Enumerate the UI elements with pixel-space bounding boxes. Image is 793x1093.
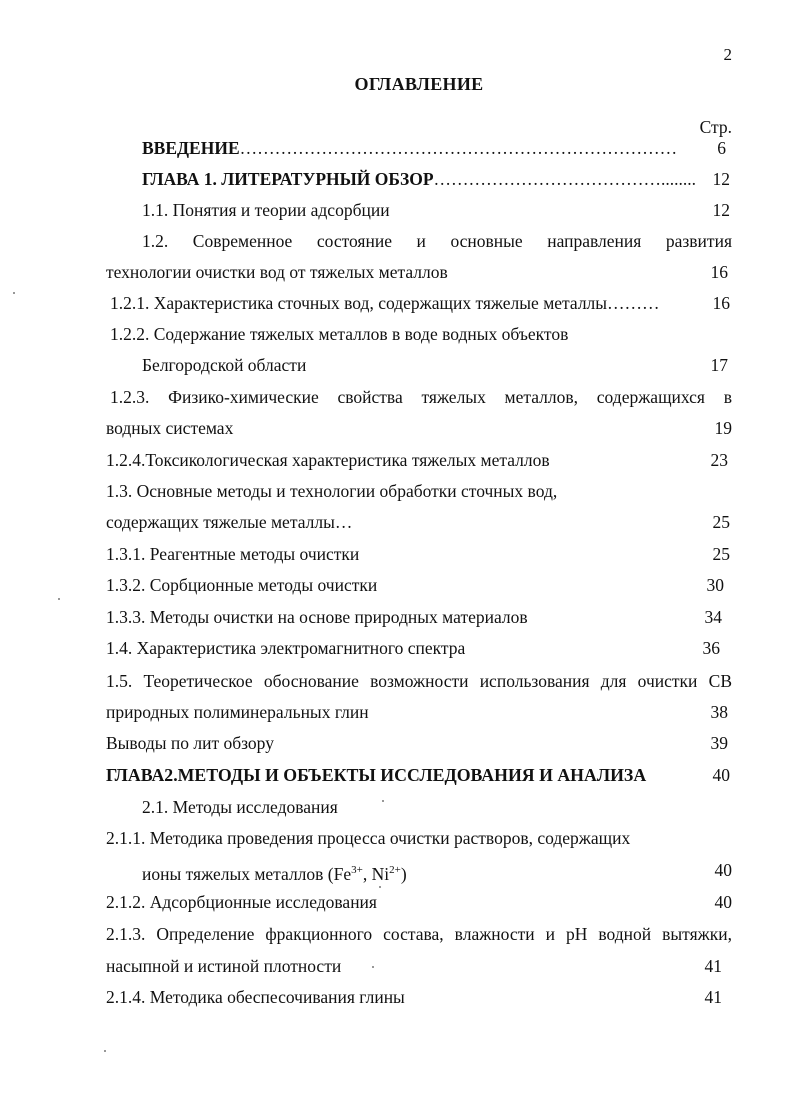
- toc-entry-1-2-line1: 1.2. Современное состояние и основные направления развития: [142, 231, 732, 251]
- toc-leader-dots: …………………………………………………………………: [239, 138, 678, 158]
- toc-page-number: 19: [714, 418, 732, 438]
- toc-entry-1-4: 1.4. Характеристика электромагнитного спектра: [106, 638, 466, 658]
- toc-page-number: 40: [714, 860, 732, 880]
- scan-speck: [372, 966, 374, 968]
- page-column-label: Стр.: [699, 117, 732, 137]
- toc-entry-1-3-3: 1.3.3. Методы очистки на основе природных материалов: [106, 607, 528, 627]
- toc-page-number: 36: [702, 638, 720, 658]
- superscript: 3+: [351, 864, 363, 876]
- scan-speck: [58, 598, 60, 600]
- toc-entry-1-3-1: 1.3.1. Реагентные методы очистки: [106, 544, 360, 564]
- toc-entry-chapter-1: [142, 168, 704, 190]
- toc-page-number: 17: [710, 355, 728, 375]
- toc-entry-chapter-2: ГЛАВА2.МЕТОДЫ И ОБЪЕКТЫ ИССЛЕДОВАНИЯ И АНАЛИЗА: [106, 765, 647, 785]
- toc-page-number: 41: [704, 956, 722, 976]
- toc-entry-1-5-line1: 1.5. Теоретическое обоснование возможности использования для очистки СВ: [106, 671, 732, 691]
- toc-page-number: 25: [712, 512, 730, 532]
- toc-entry-1-3-line1: 1.3. Основные методы и технологии обработки сточных вод,: [106, 481, 558, 501]
- toc-leader-dots: …………………………………........: [433, 169, 697, 189]
- toc-entry-2-1: 2.1. Методы исследования: [142, 797, 338, 817]
- scan-speck: [382, 800, 384, 802]
- toc-entry-introduction: [142, 137, 712, 159]
- toc-entry-1-2-2-line1: 1.2.2. Содержание тяжелых металлов в воде водных объектов: [110, 324, 569, 344]
- toc-entry-conclusions: Выводы по лит обзору: [106, 733, 274, 753]
- toc-entry-2-1-3-line2: насыпной и истиной плотности: [106, 956, 342, 976]
- toc-entry-title: ГЛАВА 1. ЛИТЕРАТУРНЫЙ ОБЗОР: [142, 169, 434, 189]
- toc-text: ): [400, 863, 407, 884]
- scan-speck: [379, 886, 381, 888]
- toc-entry-1-5-line2: природных полиминеральных глин: [106, 702, 369, 722]
- toc-page-number: 40: [712, 765, 730, 785]
- toc-entry-2-1-4: 2.1.4. Методика обеспесочивания глины: [106, 987, 405, 1007]
- toc-entry-title: ВВЕДЕНИЕ: [142, 138, 240, 158]
- toc-page-number: 12: [712, 200, 730, 220]
- toc-entry-1-2-line2: технологии очистки вод от тяжелых металлов: [106, 262, 448, 282]
- toc-entry-2-1-1-line1: 2.1.1. Методика проведения процесса очистки растворов, содержащих: [106, 828, 631, 848]
- scan-speck: [104, 1050, 106, 1052]
- toc-entry-2-1-3-line1: 2.1.3. Определение фракционного состава, влажности и рН водной вытяжки,: [106, 924, 732, 944]
- toc-page-number: 23: [710, 450, 728, 470]
- superscript: 2+: [389, 864, 401, 876]
- toc-entry-2-1-2: 2.1.2. Адсорбционные исследования: [106, 892, 377, 912]
- scan-speck: [13, 292, 15, 294]
- toc-entry-1-1: 1.1. Понятия и теории адсорбции: [142, 200, 390, 220]
- toc-entry-1-2-2-line2: Белгородской области: [142, 355, 307, 375]
- toc-entry-1-2-3-line1: 1.2.3. Физико-химические свойства тяжелых металлов, содержащихся в: [110, 387, 732, 407]
- toc-page-number: 6: [717, 138, 726, 158]
- toc-entry-1-2-1: 1.2.1. Характеристика сточных вод, содержащих тяжелые металлы………: [110, 293, 660, 313]
- toc-page-number: 16: [712, 293, 730, 313]
- toc-text: ионы тяжелых металлов (Fe: [142, 863, 352, 884]
- toc-entry-1-2-3-line2: водных системах: [106, 418, 234, 438]
- toc-page-number: 25: [712, 544, 730, 564]
- toc-entry-1-3-2: 1.3.2. Сорбционные методы очистки: [106, 575, 378, 595]
- toc-page-number: 38: [710, 702, 728, 722]
- toc-text: , Ni: [362, 863, 390, 884]
- page-number: 2: [723, 45, 732, 64]
- toc-page-number: 39: [710, 733, 728, 753]
- toc-page-number: 40: [714, 892, 732, 912]
- toc-entry-1-3-line2: содержащих тяжелые металлы…: [106, 512, 353, 532]
- toc-page-number: 30: [706, 575, 724, 595]
- toc-page-number: 41: [704, 987, 722, 1007]
- page-title: ОГЛАВЛЕНИЕ: [354, 74, 484, 94]
- toc-entry-1-2-4: 1.2.4.Токсикологическая характеристика тяжелых металлов: [106, 450, 550, 470]
- toc-page-number: 34: [704, 607, 722, 627]
- toc-page-number: 16: [710, 262, 728, 282]
- toc-entry-2-1-1-line2: [142, 859, 407, 885]
- toc-page-number: 12: [712, 169, 730, 189]
